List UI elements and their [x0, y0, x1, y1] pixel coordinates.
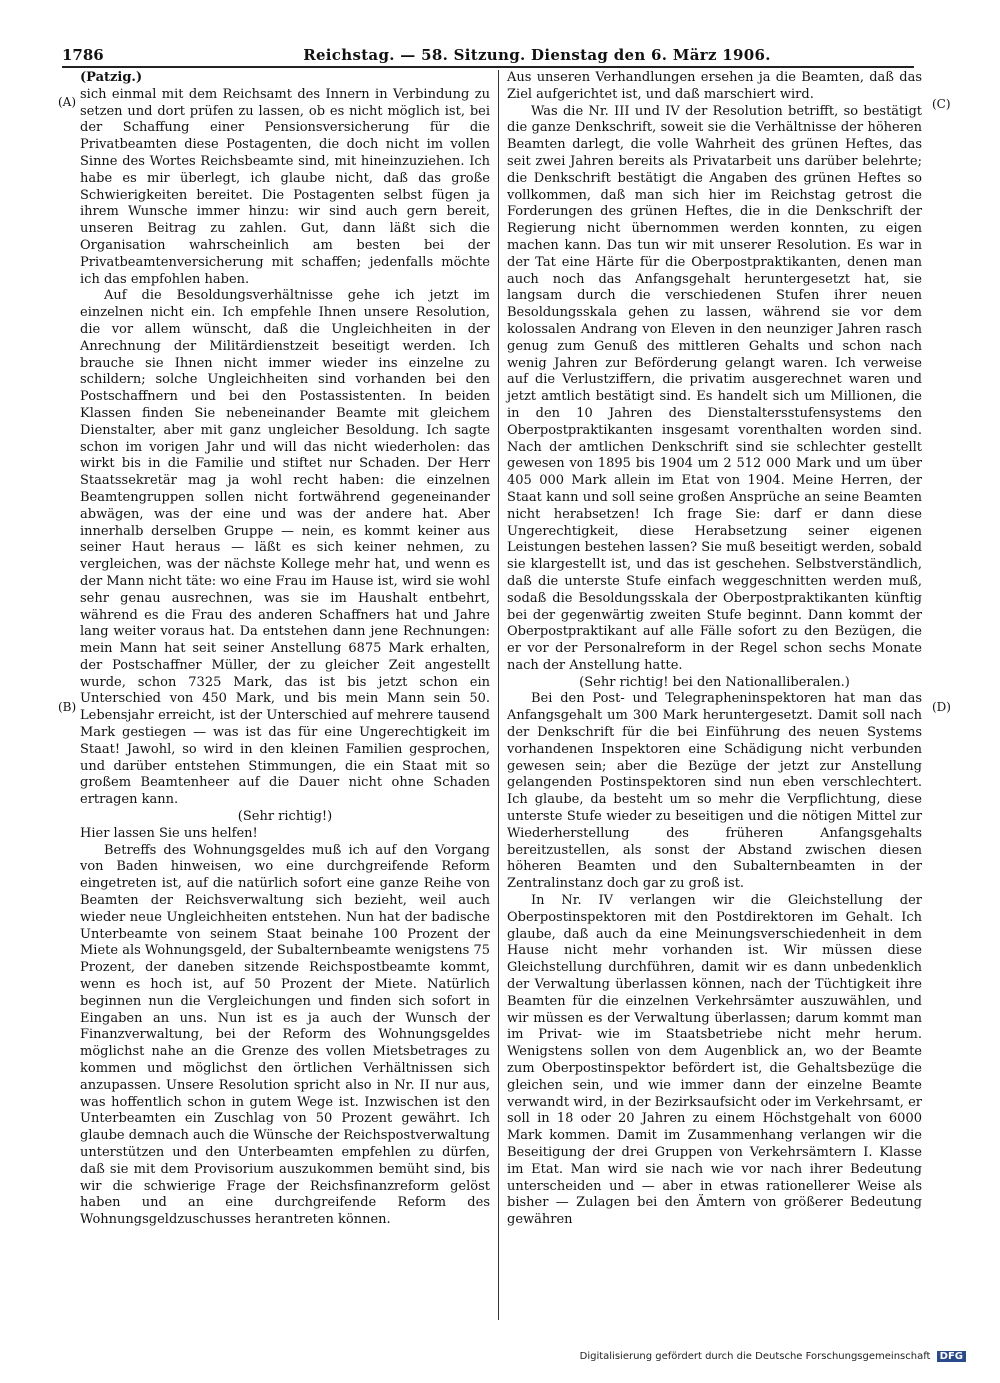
- column-divider: [498, 70, 499, 1320]
- paragraph: Betreffs des Wohnungsgeldes muß ich auf den Vorgang von Baden hinweisen, wo eine durchgreifende Reform eingetreten ist, auf die natürlich sofort eine ganze Reihe von Beamten der Reichsverwaltung sich bezieht, weil auch wieder neue Ungleichheiten entstehen. Nun hat der badische Unterbeamte von seinem Staat beinahe 100 Prozent der Miete als Wohnungsgeld, der Subalternbeamte wenigstens 75 Prozent, der daneben sitzende Reichspostbeamte kommt, wenn es hoch ist, auf 50 Prozent der Miete. Natürlich beginnen nun die Vergleichungen und finden sich sofort in Eingaben an uns. Nun ist es ja auch der Wunsch der Finanzverwaltung, bei der Reform des Wohnungsgeldes möglichst nahe an die Grenze des vollen Mietsbetrages zu kommen und möglichst den örtlichen Verhältnissen sich anzupassen. Unsere Resolution spricht also in Nr. II nur aus, was hoffentlich schon in gutem Wege ist. Inzwischen ist den Unterbeamten ein Zuschlag von 50 Prozent gewährt. Ich glaube demnach auch die Wünsche der Reichspostverwaltung unterstützen und den Unterbeamten empfehlen zu dürfen, daß sie mit dem Provisorium auszukommen bemüht sind, bis wir die schwierige Frage der Reichsfinanzreform gelöst haben und an eine durchgreifende Reform des Wohnungsgeldzuschusses herantreten können.: [80, 842, 490, 1228]
- page-number: 1786: [62, 46, 104, 64]
- paragraph: In Nr. IV verlangen wir die Gleichstellung der Oberpostinspektoren mit den Postdirektoren im Gehalt. Ich glaube, daß auch da eine Meinungsverschiedenheit in dem Hause nicht mehr vorhanden ist. Wir müssen diese Gleichstellung durchführen, damit wir es dann unbedenklich der Verwaltung überlassen können, nach der Tüchtigkeit ihre Beamten für die einzelnen Verkehrsämter auszuwählen, und wir müssen es der Verwaltung überlassen; darum kommt man im Privat- wie im Staatsbetriebe nicht mehr herum. Wenigstens sollen von dem Augenblick an, wo der Beamte zum Oberpostinspektor befördert ist, die Gehaltsbezüge die gleichen sein, und wie immer dann der einzelne Beamte verwandt wird, in der Bezirksaufsicht oder im Verkehrsamt, er soll in 18 oder 20 Jahren zu einem Höchstgehalt von 6000 Mark kommen. Damit im Zusammenhang verlangen wir die Beseitigung der drei Gruppen von Verkehrsämtern I. Klasse im Etat. Man wird sie nach wie vor nach ihrer Bedeutung unterscheiden und — aber in etwas rationellerer Weise als bisher — Zulagen bei den Ämtern von größerer Bedeutung gewähren: [507, 893, 922, 1228]
- margin-mark-a: (A): [58, 95, 77, 109]
- footer-credit: [580, 1351, 966, 1362]
- margin-mark-c: (C): [932, 97, 951, 111]
- speaker-label: (Patzig.): [80, 70, 143, 85]
- margin-mark-d: (D): [932, 700, 951, 714]
- short-line: Hier lassen Sie uns helfen!: [80, 825, 258, 841]
- paragraph: Auf die Besoldungsverhältnisse gehe ich jetzt im einzelnen nicht ein. Ich empfehle Ihnen unsere Resolution, die vor allem wünscht, daß die Ungleichheiten in der Anrechnung der Militärdienstzeit beseitigt werden. Ich brauche sie Ihnen nicht immer wieder ins einzelne zu schildern; solche Ungleichheiten sind vorhanden bei den Postschaffnern und bei den Postassistenten. In beiden Klassen finden Sie nebeneinander Beamte mit gleichem Dienstalter, aber mit ganz ungleicher Besoldung. Ich sagte schon im vorigen Jahr und will das nicht wiederholen: das wirkt bis in die Familie und stiftet nur Schaden. Der Herr Staatssekretär mag ja wohl recht haben: die einzelnen Beamtengruppen sollen nicht fortwährend gegeneinander abwägen, was der eine und was der andere hat. Aber innerhalb derselben Gruppe — nein, es kommt keiner aus seiner Haut heraus — läßt es sich keiner nehmen, zu vergleichen, was der nächste Kollege mehr hat, und wenn es der Mann nicht täte: wo eine Frau im Hause ist, wird sie wohl sehr genau ausrechnen, was sie im Haushalt entbehrt, während es die Frau des anderen Schaffners hat und Jahre lang weiter voraus hat. Da entstehen dann jene Rechnungen: mein Mann hat seit seiner Anstellung 6875 Mark erhalten, der Postschaffner Müller, der zu gleicher Zeit angestellt wurde, schon 7325 Mark, das ist bis jetzt schon ein Unterschied von 450 Mark, und bis mein Mann sein 50. Lebensjahr erreicht, ist der Unterschied auf mehrere tausend Mark gestiegen — was ist das für eine Ungerechtigkeit im Staat! Jawohl, so wird in den kleinen Familien gesprochen, und darüber entstehen Stimmungen, die ein Staat mit so großem Beamtenheer auf die Dauer nicht ohne Schaden ertragen kann.: [80, 288, 490, 808]
- left-column: [80, 70, 490, 1229]
- interjection: (Sehr richtig! bei den Nationalliberalen.): [579, 674, 850, 690]
- paragraph: Bei den Post- und Telegrapheninspektoren hat man das Anfangsgehalt um 300 Mark heruntergesetzt. Damit soll nach der Denkschrift für die bei Einführung des neuen Systems vorhandenen Inspektoren eine Schädigung nicht verbunden gewesen sein; aber die Bezüge der jetzt zur Anstellung gelangenden Postinspektoren sind nun eben verschlechtert. Ich glaube, da besteht um so mehr die Verpflichtung, diese unterste Stufe wieder zu beseitigen und die nötigen Mittel zur Wiederherstellung des früheren Anfangsgehalts bereitzustellen, als sonst der Abstand zwischen diesen höheren Beamten und den Subalternbeamten in der Zentralinstanz doch gar zu groß ist.: [507, 691, 922, 892]
- paragraph: sich einmal mit dem Reichsamt des Innern in Verbindung zu setzen und dort prüfen zu lassen, ob es nicht möglich ist, bei der Schaffung einer Pensionsversicherung für die Privatbeamten diese Postagenten, die doch nicht im vollen Sinne des Wortes Reichsbeamte sind, mit hineinzuziehen. Ich habe es mir überlegt, ich glaube nicht, daß das große Schwierigkeiten bereitet. Die Postagenten selbst fügen ja ihrem Wunsche immer hinzu: wir sind auch gern bereit, unseren Beitrag zu zahlen. Gut, dann läßt sich die Organisation wahrscheinlich am besten bei der Privatbeamtenversicherung mit schaffen; jedenfalls möchte ich das empfohlen haben.: [80, 86, 490, 287]
- interjection: (Sehr richtig!): [237, 809, 333, 825]
- page-header: [62, 46, 914, 68]
- page-title: Reichstag. — 58. Sitzung. Dienstag den 6. März 1906.: [303, 46, 771, 64]
- footer-text: Digitalisierung gefördert durch die Deutsche Forschungsgemeinschaft: [579, 1351, 931, 1362]
- paragraph: Was die Nr. III und IV der Resolution betrifft, so bestätigt die ganze Denkschrift, soweit sie die Verhältnisse der höheren Beamten darlegt, die volle Wahrheit des grünen Heftes, das seit zwei Jahren bereits als Privatarbeit uns darüber belehrte; die Denkschrift bestätigt die Angaben des grünen Heftes so vollkommen, daß man sich hier im Reichstag getrost die Forderungen des grünen Heftes, die in die Denkschrift der Regierung nicht übernommen werden konnten, zu eigen machen kann. Das tun wir mit unserer Resolution. Es war in der Tat eine Härte für die Oberpostpraktikanten, denen man auch noch das Anfangsgehalt heruntergesetzt hat, sie langsam durch die verschiedenen Stufen ihrer neuen Besoldungsskala gehen zu lassen, während sie vor dem kolossalen Andrang von Eleven in den neunziger Jahren rasch genug zum Genuß des mittleren Gehalts und schon nach wenig Jahren zur Beförderung gelangt waren. Ich verweise auf die Verlustziffern, die privatim ausgerechnet waren und jetzt amtlich bestätigt sind. Es handelt sich um Millionen, die in den 10 Jahren des Dienstaltersstufensystems den Oberpostpraktikanten insgesamt vorenthalten worden sind. Nach der amtlichen Denkschrift sind sie schlechter gestellt gewesen von 1895 bis 1904 um 2 512 000 Mark und um über 405 000 Mark allein im Etat von 1904. Meine Herren, der Staat kann und soll seine großen Ansprüche an seine Beamten nicht herabsetzen! Ich frage Sie: darf er dann diese Ungerechtigkeit, diese Herabsetzung seiner eigenen Leistungen bestehen lassen? Sie muß beseitigt werden, sobald sie klargestellt ist, und das ist geschehen. Selbstverständlich, daß die unterste Stufe einfach weggeschnitten werden muß, sodaß die Besoldungsskala der Oberpostpraktikanten künftig bei der gegenwärtig zweiten Stufe beginnt. Dann kommt der Oberpostpraktikant auf alle Fälle sofort zu den Bezügen, die er vor der Personalreform in der Regel schon sechs Monate nach der Anstellung hatte.: [507, 103, 922, 673]
- right-column: [507, 70, 922, 1229]
- margin-mark-b: (B): [58, 700, 77, 714]
- header-rule: [62, 66, 914, 68]
- dfg-logo: DFG: [937, 1351, 966, 1362]
- paragraph: Aus unseren Verhandlungen ersehen ja die Beamten, daß das Ziel aufgerichtet ist, und daß marschiert wird.: [507, 70, 922, 102]
